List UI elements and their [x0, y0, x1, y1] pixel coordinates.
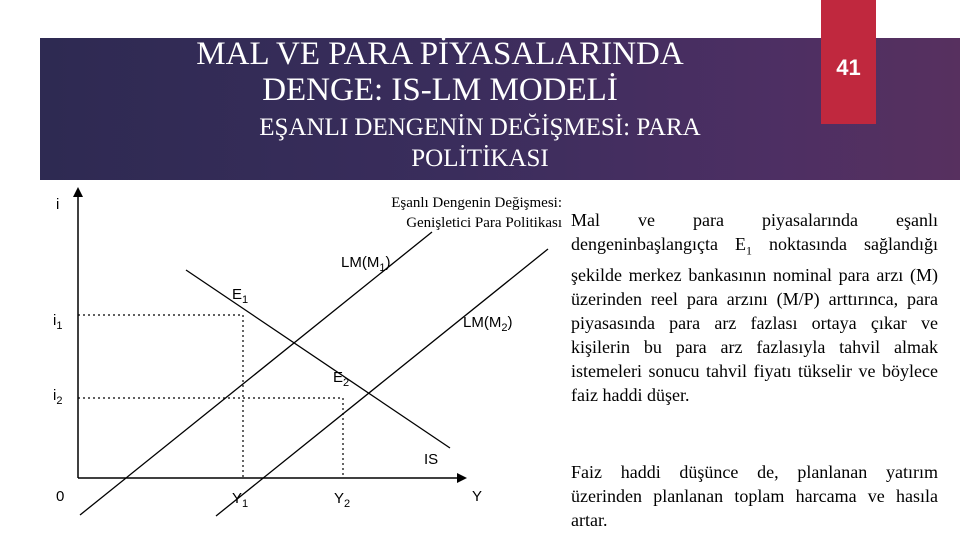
is-lm-diagram: [0, 180, 565, 540]
explanation-paragraph-1: Mal ve para piyasalarında eşanlı dengeninbaşlangıçta $E_1$ noktasında sağlandığı şekilde merkez bankasının nominal para arzı (M) üzerinden reel para arzını (M/P) arttırınca, para piyasasında para arz fazlası ortaya çıkar ve kişilerin bu para arz fazlasıyla tahvil almak istemeleri sonucu tahvil fiyatı tükselir ve böylece faiz haddi düşer.: [571, 210, 938, 405]
is-label: IS: [424, 451, 439, 468]
y1-label: $Y_1$: [232, 490, 249, 510]
explanation-paragraph-2: Faiz haddi düşünce de, planlanan yatırım üzerinden planlanan toplam harcama ve hasıla artar.: [571, 462, 938, 530]
lm2-curve: [216, 249, 548, 516]
diagram-canvas: [0, 180, 565, 540]
diagram-title-line2: Genişletici Para Politikası: [406, 215, 562, 231]
diagram-title-line1: Eşanlı Dengenin Değişmesi:: [391, 195, 562, 211]
e1-label: $E_1$: [232, 286, 249, 306]
slide-title: MAL VE PARA PİYASALARINDA DENGE: IS-LM MODELİ: [196, 36, 684, 108]
origin-label: 0: [56, 488, 65, 505]
i1-label: $i_1$: [53, 312, 63, 332]
e2-label: $E_2$: [333, 369, 350, 389]
i2-label: $i_2$: [53, 387, 63, 407]
x-axis-label: Y: [472, 488, 483, 505]
y-axis-label: i: [56, 196, 60, 213]
slide-subtitle: EŞANLI DENGENİN DEĞİŞMESİ: PARA POLİTİKASI: [259, 114, 701, 172]
lm1-label: $LM(M_1)$: [341, 254, 391, 274]
diagram-title: [300, 193, 562, 233]
page-number-badge: 41: [821, 0, 876, 124]
lm2-label: $LM(M_2)$: [463, 314, 513, 334]
y2-label: $Y_2$: [334, 490, 351, 510]
lm1-curve: [80, 232, 432, 515]
